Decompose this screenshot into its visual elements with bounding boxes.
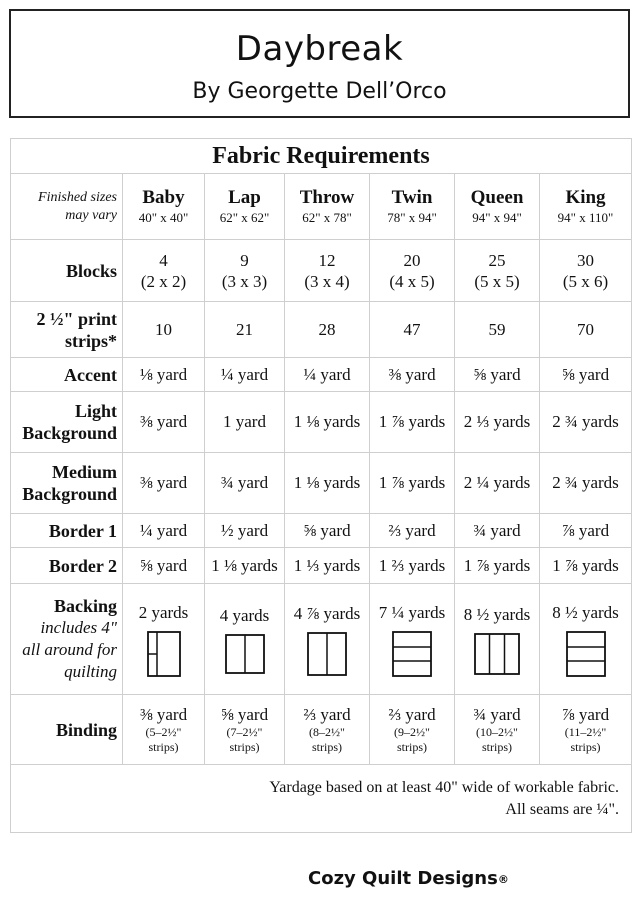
table-cell: 21	[205, 302, 285, 358]
size-twin: Twin 78" x 94"	[370, 174, 455, 240]
table-cell: ⅞ yard	[540, 514, 632, 548]
accent-label: Accent	[11, 358, 123, 392]
backing-diagram-three-vertical-icon	[474, 633, 520, 675]
pattern-title: Daybreak	[235, 29, 404, 69]
border-2-row	[11, 548, 632, 584]
light-background-label: Light Background	[11, 392, 123, 453]
strips-row	[11, 302, 632, 358]
table-cell: ⅜ yard	[123, 392, 205, 453]
size-baby: Baby 40" x 40"	[123, 174, 205, 240]
backing-diagram-l-split-icon	[147, 631, 181, 677]
border-1-label: Border 1	[11, 514, 123, 548]
table-cell: 1 ⅓ yards	[285, 548, 370, 584]
table-cell: 1 ⅛ yards	[205, 548, 285, 584]
yardage-note: Yardage based on at least 40" wide of workable fabric. All seams are ¼".	[11, 765, 632, 833]
table-cell: 2 ¾ yards	[540, 453, 632, 514]
table-cell: 1 ⅞ yards	[370, 392, 455, 453]
backing-diagram-two-vertical-icon	[307, 632, 347, 676]
accent-row	[11, 358, 632, 392]
backing-label: Backing includes 4" all around for quilting	[11, 584, 123, 695]
heading-row	[11, 139, 632, 174]
table-cell: 9 (3 x 3)	[205, 240, 285, 302]
table-cell: 1 ⅞ yards	[370, 453, 455, 514]
table-cell: 59	[455, 302, 540, 358]
size-queen: Queen 94" x 94"	[455, 174, 540, 240]
table-cell: 1 yard	[205, 392, 285, 453]
sizes-row	[11, 174, 632, 240]
table-cell: ⅝ yard	[540, 358, 632, 392]
table-cell: ¼ yard	[285, 358, 370, 392]
table-cell: 10	[123, 302, 205, 358]
table-cell: 1 ⅞ yards	[540, 548, 632, 584]
table-cell: 8 ½ yards	[540, 584, 632, 695]
table-cell: 70	[540, 302, 632, 358]
table-cell: ¾ yard	[455, 514, 540, 548]
table-cell: ¼ yard	[123, 514, 205, 548]
table-cell: 1 ⅔ yards	[370, 548, 455, 584]
table-cell: 4 yards	[205, 584, 285, 695]
table-cell: ⅝ yard	[285, 514, 370, 548]
binding-row	[11, 695, 632, 765]
title-box	[9, 9, 630, 118]
table-cell: ⅞ yard (11–2½" strips)	[540, 695, 632, 765]
border-1-row	[11, 514, 632, 548]
table-cell: ⅜ yard	[370, 358, 455, 392]
table-cell: 1 ⅛ yards	[285, 453, 370, 514]
table-cell: 1 ⅞ yards	[455, 548, 540, 584]
brand-logo	[308, 868, 509, 889]
table-heading: Fabric Requirements	[11, 139, 632, 174]
table-cell: 30 (5 x 6)	[540, 240, 632, 302]
table-cell: 8 ½ yards	[455, 584, 540, 695]
finished-sizes-label: Finished sizes may vary	[11, 174, 123, 240]
size-lap: Lap 62" x 62"	[205, 174, 285, 240]
table-cell: 12 (3 x 4)	[285, 240, 370, 302]
backing-note: includes 4" all around for quilting	[22, 618, 117, 681]
table-cell: ⅜ yard	[123, 453, 205, 514]
table-cell: ½ yard	[205, 514, 285, 548]
table-cell: 25 (5 x 5)	[455, 240, 540, 302]
size-king: King 94" x 110"	[540, 174, 632, 240]
backing-diagram-two-vertical-icon	[225, 634, 265, 674]
binding-label: Binding	[11, 695, 123, 765]
table-cell: ⅝ yard	[123, 548, 205, 584]
strips-label: 2 ½" print strips*	[11, 302, 123, 358]
table-cell: ⅔ yard	[370, 514, 455, 548]
table-cell: ⅝ yard (7–2½" strips)	[205, 695, 285, 765]
table-cell: ⅔ yard (9–2½" strips)	[370, 695, 455, 765]
table-cell: ¾ yard (10–2½" strips)	[455, 695, 540, 765]
fabric-requirements-table	[10, 138, 632, 833]
brand-name: Cozy Quilt Designs	[308, 868, 498, 889]
table-cell: 2 ¾ yards	[540, 392, 632, 453]
table-cell: 28	[285, 302, 370, 358]
table-cell: 20 (4 x 5)	[370, 240, 455, 302]
backing-row	[11, 584, 632, 695]
border-2-label: Border 2	[11, 548, 123, 584]
table-cell: ⅛ yard	[123, 358, 205, 392]
table-cell: 2 yards	[123, 584, 205, 695]
table-cell: ¾ yard	[205, 453, 285, 514]
table-cell: 4 ⅞ yards	[285, 584, 370, 695]
registered-mark: ®	[497, 873, 509, 886]
light-background-row	[11, 392, 632, 453]
size-throw: Throw 62" x 78"	[285, 174, 370, 240]
medium-background-row	[11, 453, 632, 514]
table-cell: 1 ⅛ yards	[285, 392, 370, 453]
table-cell: 4 (2 x 2)	[123, 240, 205, 302]
pattern-author: By Georgette Dell’Orco	[192, 79, 447, 104]
table-cell: 2 ¼ yards	[455, 453, 540, 514]
table-cell: 47	[370, 302, 455, 358]
medium-background-label: Medium Background	[11, 453, 123, 514]
table-cell: 7 ¼ yards	[370, 584, 455, 695]
table-cell: ⅝ yard	[455, 358, 540, 392]
blocks-label: Blocks	[11, 240, 123, 302]
table-cell: ¼ yard	[205, 358, 285, 392]
backing-diagram-three-horizontal-icon	[566, 631, 606, 677]
table-cell: ⅔ yard (8–2½" strips)	[285, 695, 370, 765]
blocks-row	[11, 240, 632, 302]
table-cell: ⅜ yard (5–2½" strips)	[123, 695, 205, 765]
note-row	[11, 765, 632, 833]
table-cell: 2 ⅓ yards	[455, 392, 540, 453]
backing-diagram-three-horizontal-icon	[392, 631, 432, 677]
